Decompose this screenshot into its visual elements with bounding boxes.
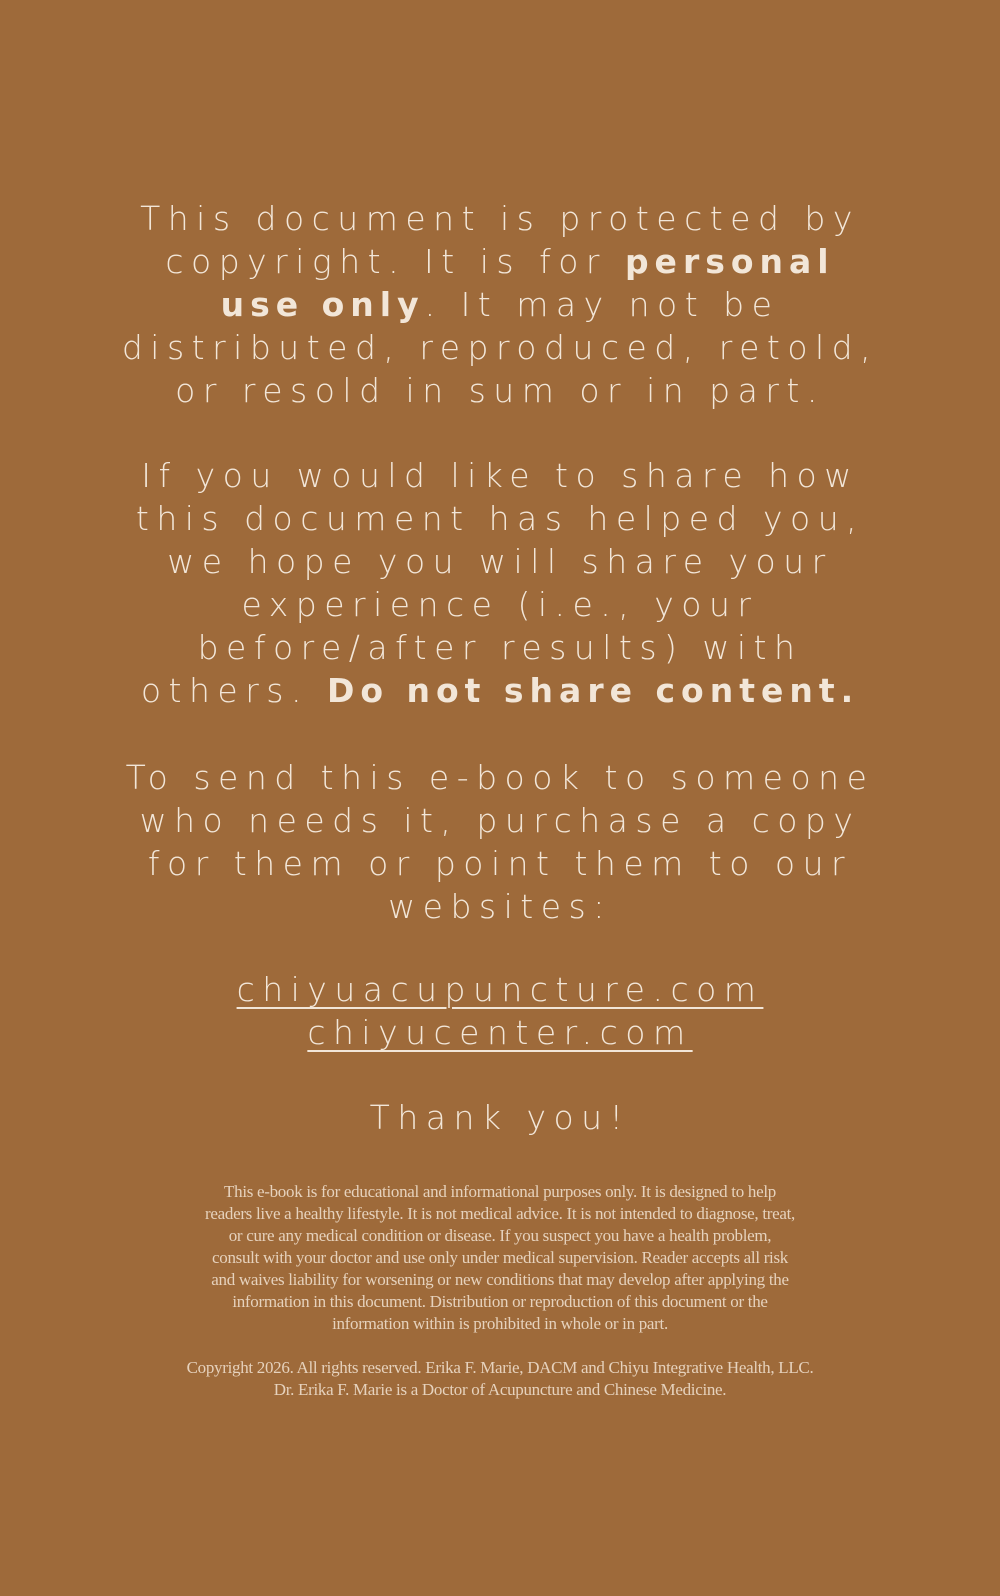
share-line: If you would like to share how — [141, 456, 859, 495]
disclaimer-line: This e-book is for educational and informational purposes only. It is designed to help — [224, 1182, 776, 1201]
medical-disclaimer — [120, 1181, 880, 1335]
do-not-share-emphasis: Do not share content. — [326, 671, 860, 710]
send-line: for them or point them to our — [147, 844, 853, 883]
website-link-chiyucenter[interactable]: chiyucenter.com — [307, 1013, 693, 1052]
share-line: we hope you will share your — [167, 542, 833, 581]
share-line: others. Do not share content. — [140, 671, 860, 710]
website-link-chiyuacupuncture[interactable]: chiyuacupuncture.com — [236, 970, 764, 1009]
disclaimer-line: and waives liability for worsening or new conditions that may develop after applying the — [211, 1270, 789, 1289]
send-line: who needs it, purchase a copy — [139, 801, 861, 840]
website-links — [120, 968, 880, 1054]
disclaimer-line: readers live a healthy lifestyle. It is not medical advice. It is not intended to diagnose, treat, — [205, 1204, 795, 1223]
copyright-line: Copyright 2026. All rights reserved. Erika F. Marie, DACM and Chiyu Integrative Health, LLC. — [186, 1358, 814, 1377]
disclaimer-line: information within is prohibited in whole or in part. — [332, 1314, 668, 1333]
disclaimer-line: or cure any medical condition or disease. If you suspect you have a health problem, — [228, 1226, 772, 1245]
disclaimer-line: information in this document. Distribution or reproduction of this document or the — [232, 1292, 768, 1311]
personal-emphasis: personal — [624, 242, 835, 281]
share-line: this document has helped you, — [135, 499, 865, 538]
notice-line: This document is protected by — [140, 199, 860, 238]
thank-you-text: Thank you! — [369, 1098, 631, 1137]
notice-line: distributed, reproduced, retold, — [121, 328, 879, 367]
notice-line: or resold in sum or in part. — [175, 371, 825, 410]
share-experience-paragraph — [120, 454, 880, 712]
disclaimer-line: consult with your doctor and use only under medical supervision. Reader accepts all risk — [212, 1248, 788, 1267]
send-ebook-paragraph — [120, 756, 880, 928]
copyright-statement — [120, 1357, 880, 1401]
notice-line: use only. It may not be — [220, 285, 780, 324]
send-line: websites: — [388, 887, 612, 926]
copyright-line: Dr. Erika F. Marie is a Doctor of Acupuncture and Chinese Medicine. — [273, 1380, 727, 1399]
share-line: before/after results) with — [197, 628, 803, 667]
notice-line: copyright. It is for personal — [165, 242, 835, 281]
send-line: To send this e-book to someone — [125, 758, 875, 797]
copyright-notice-paragraph — [120, 197, 880, 412]
share-line: experience (i.e., your — [241, 585, 759, 624]
use-only-emphasis: use only — [220, 285, 425, 324]
